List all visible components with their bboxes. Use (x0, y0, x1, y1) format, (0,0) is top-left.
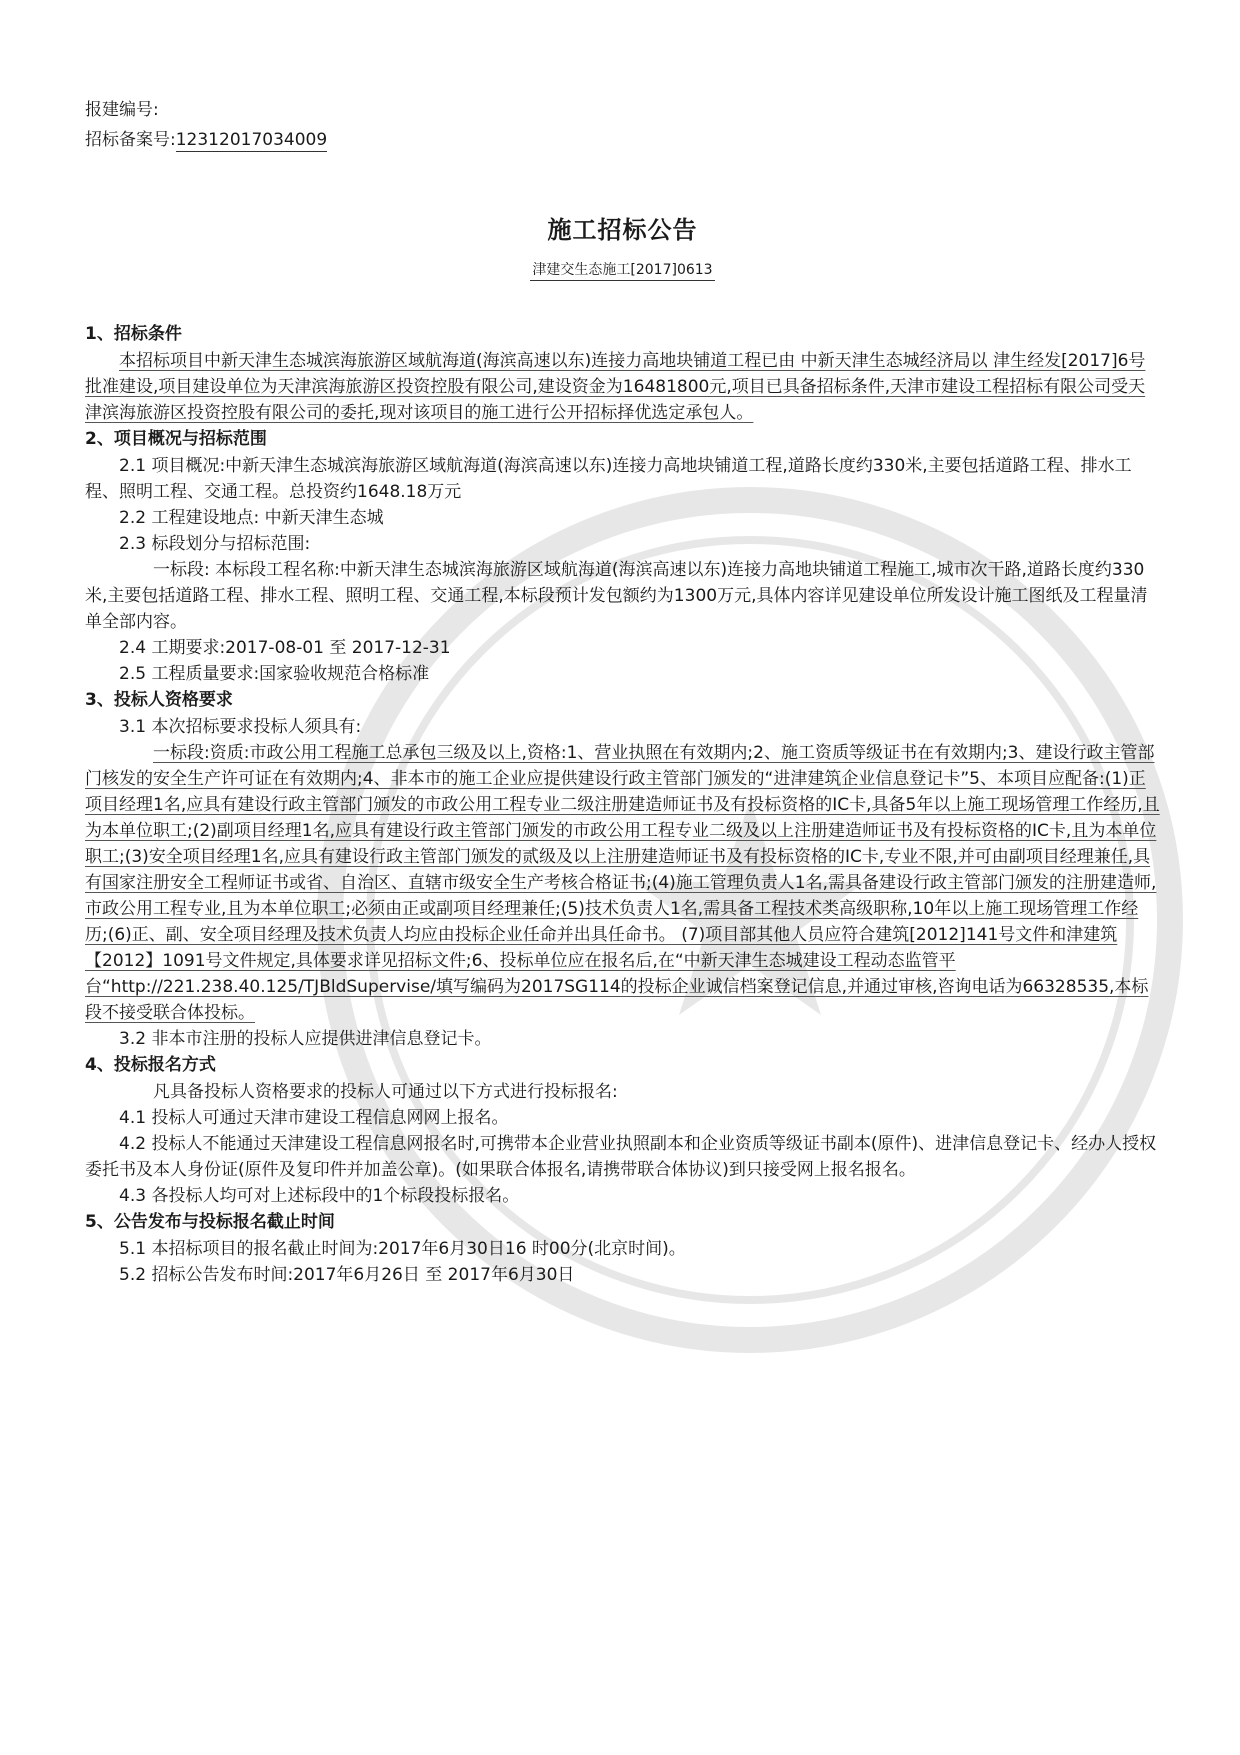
section4-intro: 凡具备投标人资格要求的投标人可通过以下方式进行投标报名: (153, 1082, 618, 1102)
section2-item-2-4: 2.4 工期要求:2017-08-01 至 2017-12-31 (119, 638, 451, 658)
section4-item-4-2: 4.2 投标人不能通过天津建设工程信息网报名时,可携带本企业营业执照副本和企业资质等级证书副本(原件)、进津信息登记卡、经办人授权委托书及本人身份证(原件及复印件并加盖公章)。(如果联合体报名,请携带联合体协议)到只接受网上报名报名。 (85, 1134, 1157, 1180)
section-heading-2: 2、项目概况与招标范围 (85, 429, 267, 449)
header-meta (85, 95, 1160, 155)
section2-lot-scope: 一标段: 本标段工程名称:中新天津生态城滨海旅游区域航海道(海滨高速以东)连接力高地块铺道工程施工,城市次干路,道路长度约330米,主要包括道路工程、排水工程、照明工程、交通工程,本标段预计发包额约为1300万元,具体内容详见建设单位所发设计施工图纸及工程量清单全部内容。 (85, 560, 1148, 632)
report-number-line (85, 95, 1160, 125)
announcement-body (85, 321, 1160, 1288)
report-number-label: 报建编号: (85, 100, 159, 120)
section2-item-2-1: 2.1 项目概况:中新天津生态城滨海旅游区域航海道(海滨高速以东)连接力高地块铺道工程,道路长度约330米,主要包括道路工程、排水工程、照明工程、交通工程。总投资约1648.18万元 (85, 456, 1132, 502)
section5-item-5-2: 5.2 招标公告发布时间:2017年6月26日 至 2017年6月30日 (119, 1265, 575, 1285)
section2-item-2-5: 2.5 工程质量要求:国家验收规范合格标准 (119, 664, 430, 684)
section-heading-4: 4、投标报名方式 (85, 1055, 216, 1075)
section2-item-2-2: 2.2 工程建设地点: 中新天津生态城 (119, 508, 384, 528)
filing-number-label: 招标备案号: (85, 130, 176, 150)
filing-number-value: 12312017034009 (175, 130, 328, 150)
doc-number-value: 津建交生态施工[2017]0613 (530, 262, 714, 281)
section2-item-2-3: 2.3 标段划分与招标范围: (119, 534, 311, 554)
section4-item-4-3: 4.3 各投标人均可对上述标段中的1个标段投标报名。 (119, 1186, 520, 1206)
section3-item-3-2: 3.2 非本市注册的投标人应提供进津信息登记卡。 (119, 1029, 492, 1049)
announcement-page (85, 95, 1160, 1288)
doc-number (85, 259, 1160, 279)
page-title: 施工招标公告 (547, 216, 698, 244)
section1-paragraph: 本招标项目中新天津生态城滨海旅游区域航海道(海滨高速以东)连接力高地块铺道工程已由 中新天津生态城经济局以 津生经发[2017]6号批准建设,项目建设单位为天津滨海旅游区投资控股有限公司,建设资金为16481800元,项目已具备招标条件,天津市建设工程招标有限公司受天津滨海旅游区投资控股有限公司的委托,现对该项目的施工进行公开招标择优选定承包人。 (85, 351, 1146, 423)
section5-item-5-1: 5.1 本招标项目的报名截止时间为:2017年6月30日16 时00分(北京时间)。 (119, 1239, 686, 1259)
section-heading-3: 3、投标人资格要求 (85, 690, 233, 710)
section-heading-5: 5、公告发布与投标报名截止时间 (85, 1212, 335, 1232)
section3-item-3-1: 3.1 本次招标要求投标人须具有: (119, 717, 362, 737)
filing-number-line (85, 125, 1160, 155)
section4-item-4-1: 4.1 投标人可通过天津市建设工程信息网网上报名。 (119, 1108, 509, 1128)
section-heading-1: 1、招标条件 (85, 324, 182, 344)
section3-qualification-text: 一标段:资质:市政公用工程施工总承包三级及以上,资格:1、营业执照在有效期内;2、施工资质等级证书在有效期内;3、建设行政主管部门核发的安全生产许可证在有效期内;4、非本市的施工企业应提供建设行政主管部门颁发的“进津建筑企业信息登记卡”5、本项目应配备:(1)正项目经理1名,应具有建设行政主管部门颁发的市政公用工程专业二级注册建造师证书及有投标资格的IC卡,具备5年以上施工现场管理工作经历,且为本单位职工;(2)副项目经理1名,应具有建设行政主管部门颁发的市政公用工程专业二级及以上注册建造师证书及有投标资格的IC卡,且为本单位职工;(3)安全项目经理1名,应具有建设行政主管部门颁发的贰级及以上注册建造师证书及有投标资格的IC卡,专业不限,并可由副项目经理兼任,具有国家注册安全工程师证书或省、自治区、直辖市级安全生产考核合格证书;(4)施工管理负责人1名,需具备建设行政主管部门颁发的注册建造师,市政公用工程专业,且为本单位职工;必须由正或副项目经理兼任;(5)技术负责人1名,需具备工程技术类高级职称,10年以上施工现场管理工作经历;(6)正、副、安全项目经理及技术负责人均应由投标企业任命并出具任命书。 (7)项目部其他人员应符合建筑[2012]141号文件和津建筑【2012】1091号文件规定,具体要求详见招标文件;6、投标单位应在报名后,在“中新天津生态城建设工程动态监管平台“http://221.238.40.125/TJBldSupervise/填写编码为2017SG114的投标企业诚信档案登记信息,并通过审核,咨询电话为66328535,本标段不接受联合体投标。 (85, 743, 1160, 1023)
